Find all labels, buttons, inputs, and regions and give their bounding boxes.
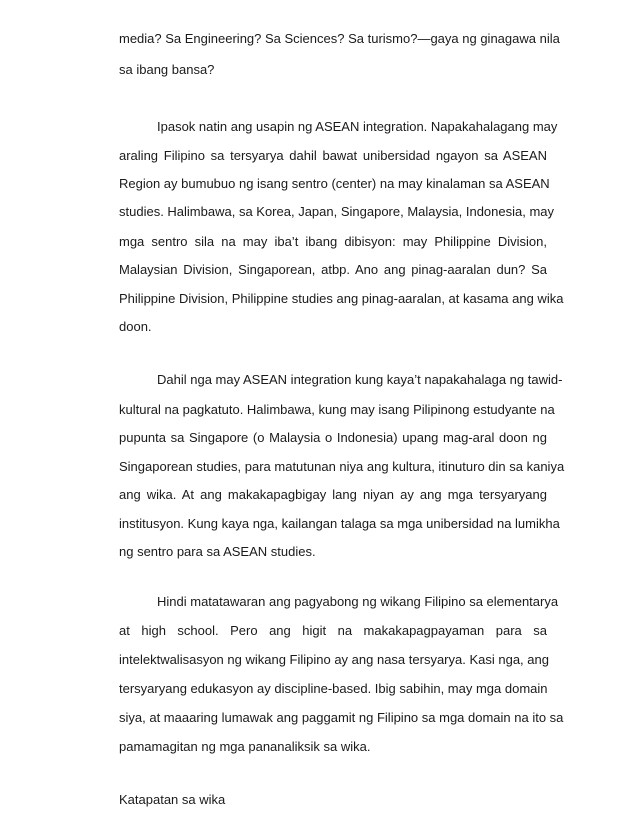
text-line: araling Filipino sa tersyarya dahil bawat unibersidad ngayon sa ASEAN	[119, 148, 547, 163]
text-line: intelektwalisasyon ng wikang Filipino ay ang nasa tersyarya. Kasi nga, ang	[119, 652, 549, 667]
text-line: Philippine Division, Philippine studies ang pinag-aaralan, at kasama ang wika	[119, 291, 564, 306]
text-line: Malaysian Division, Singaporean, atbp. Ano ang pinag-aaralan dun? Sa	[119, 262, 547, 277]
text-line: institusyon. Kung kaya nga, kailangan talaga sa mga unibersidad na lumikha	[119, 516, 560, 531]
text-line: Hindi matatawaran ang pagyabong ng wikang Filipino sa elementarya	[157, 594, 559, 609]
text-line: tersyaryang edukasyon ay discipline-based. Ibig sabihin, may mga domain	[119, 681, 548, 696]
text-line: at high school. Pero ang higit na makakapagpayaman para sa	[119, 623, 547, 638]
text-line: studies. Halimbawa, sa Korea, Japan, Singapore, Malaysia, Indonesia, may	[119, 204, 555, 219]
text-line: Dahil nga may ASEAN integration kung kaya’t napakahalaga ng tawid-	[157, 372, 563, 387]
section-heading: Katapatan sa wika	[119, 792, 226, 807]
text-line: Singaporean studies, para matutunan niya ang kultura, itinuturo din sa kaniya	[119, 459, 565, 474]
text-line: sa ibang bansa?	[119, 62, 215, 77]
text-line: media? Sa Engineering? Sa Sciences? Sa turismo?—gaya ng ginagawa nila	[119, 31, 560, 46]
text-line: mga sentro sila na may iba’t ibang dibisyon: may Philippine Division,	[119, 234, 547, 249]
text-line: ng sentro para sa ASEAN studies.	[119, 544, 316, 559]
text-line: pamamagitan ng mga pananaliksik sa wika.	[119, 739, 371, 754]
text-line: ang wika. At ang makakapagbigay lang niyan ay ang mga tersyaryang	[119, 487, 547, 502]
text-line: doon.	[119, 319, 152, 334]
text-line: kultural na pagkatuto. Halimbawa, kung may isang Pilipinong estudyante na	[119, 402, 555, 417]
text-line: Ipasok natin ang usapin ng ASEAN integration. Napakahalagang may	[157, 119, 558, 134]
text-line: Region ay bumubuo ng isang sentro (center) na may kinalaman sa ASEAN	[119, 176, 550, 191]
text-line: siya, at maaaring lumawak ang paggamit ng Filipino sa mga domain na ito sa	[119, 710, 564, 725]
text-line: pupunta sa Singapore (o Malaysia o Indonesia) upang mag-aral doon ng	[119, 430, 547, 445]
